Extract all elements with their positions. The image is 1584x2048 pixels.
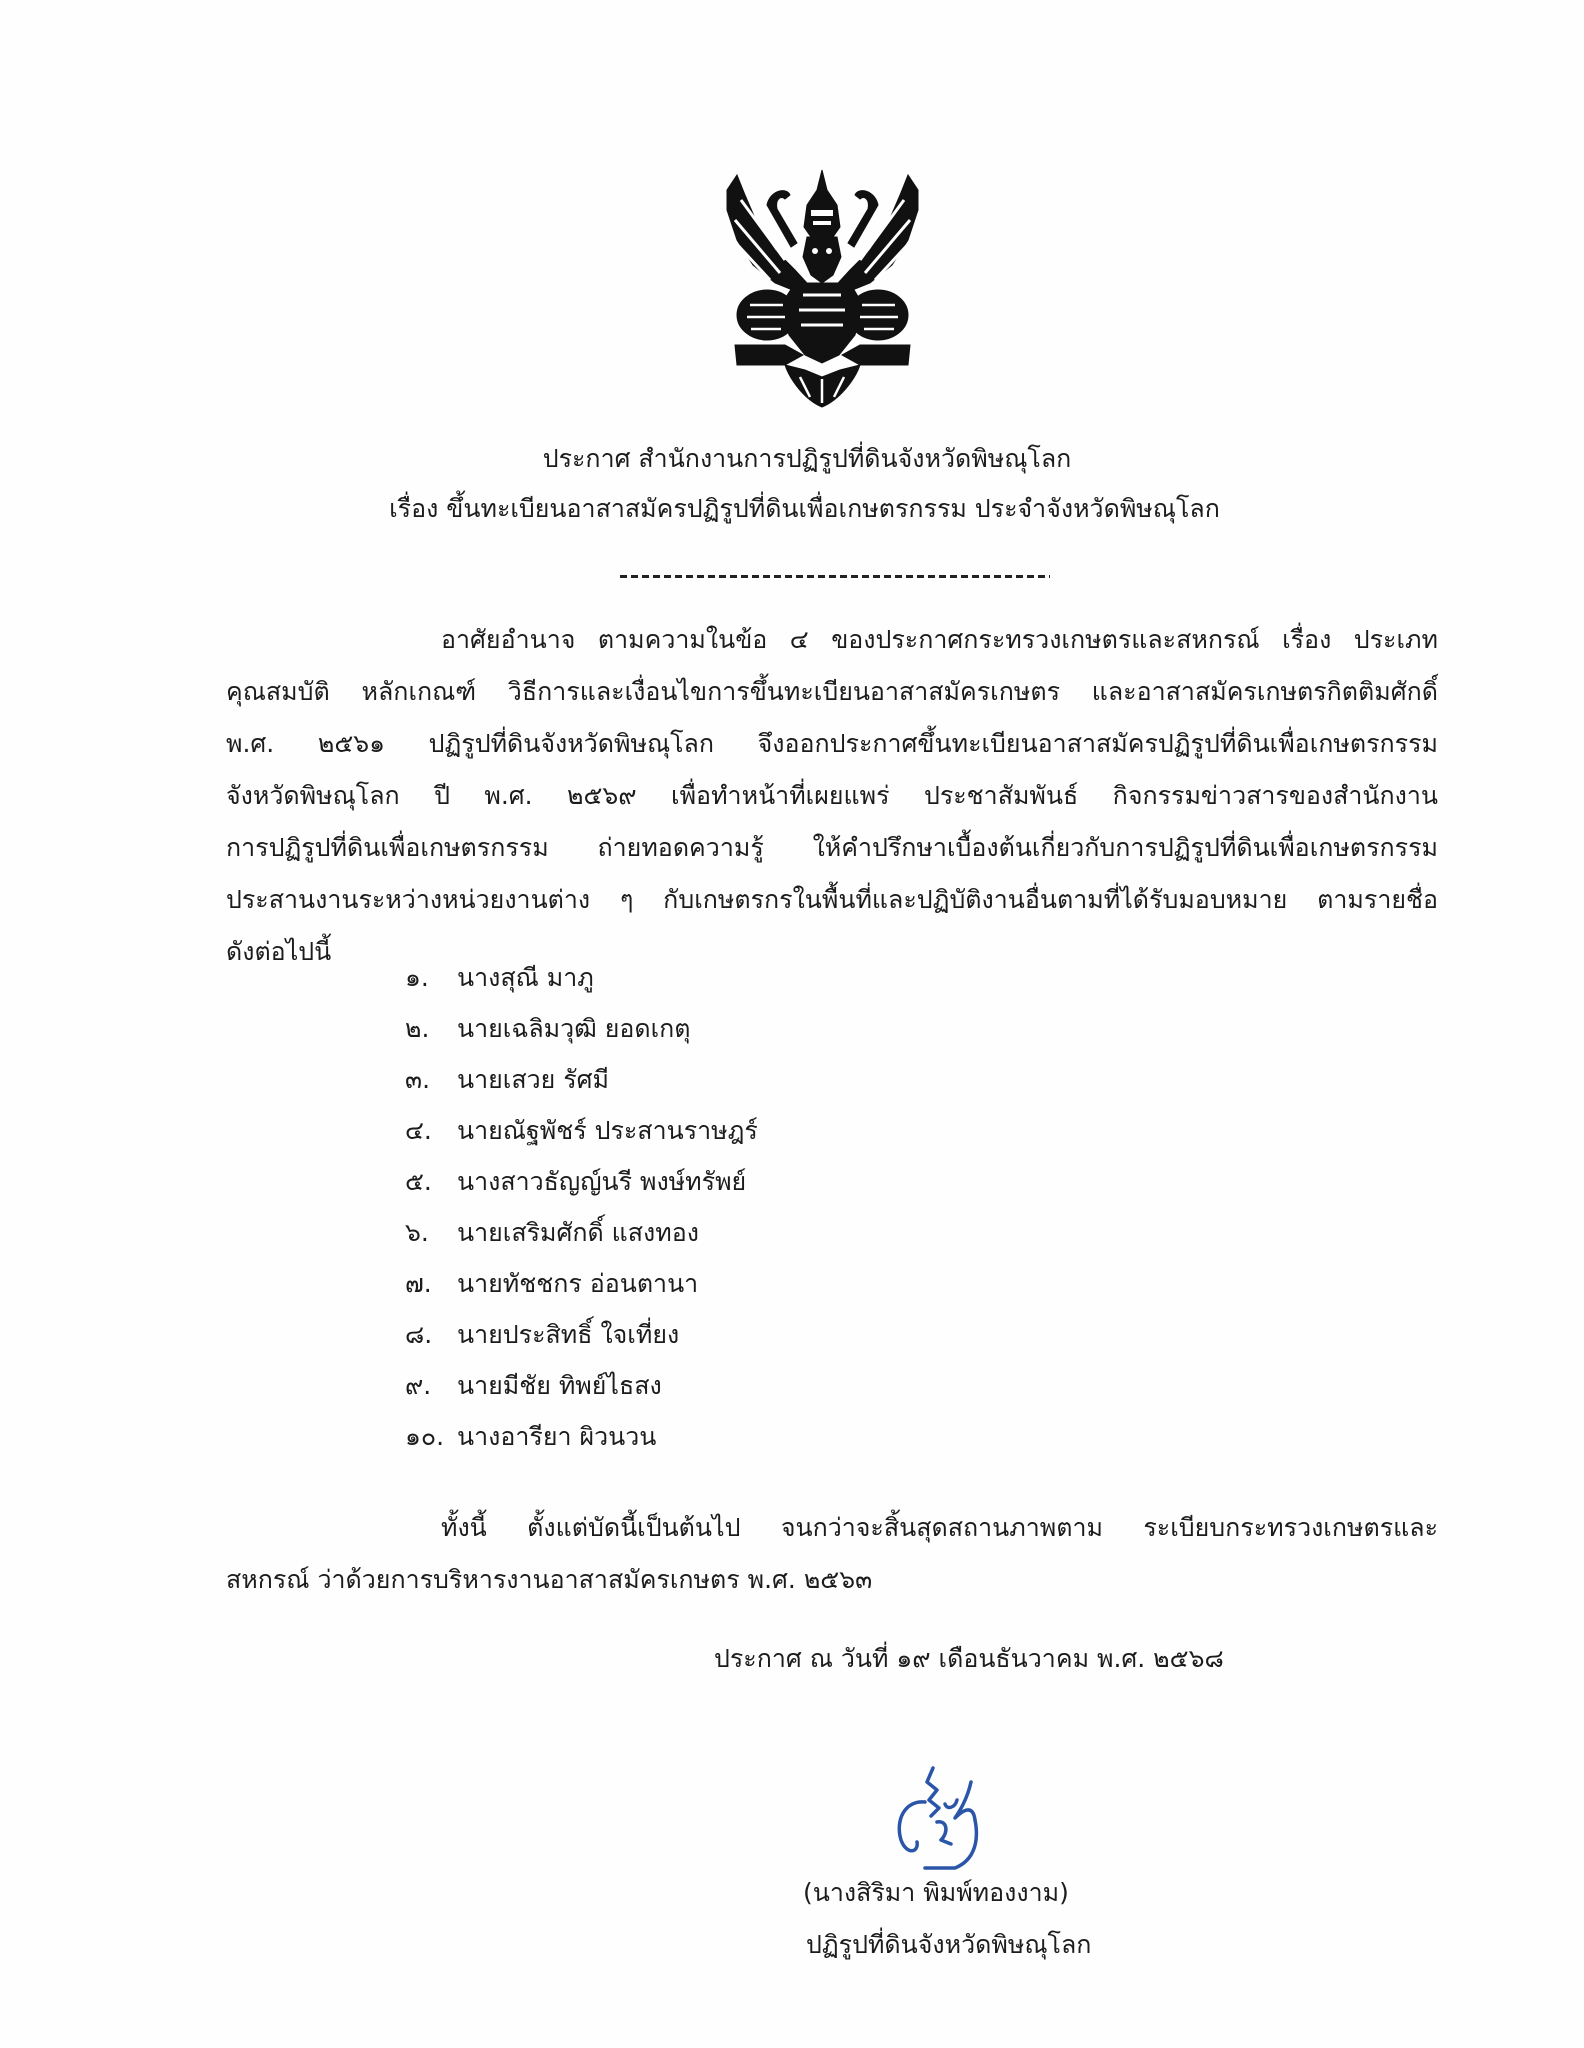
volunteer-name: นายณัฐพัชร์ ประสานราษฎร์ bbox=[457, 1116, 758, 1145]
list-item bbox=[405, 1054, 758, 1105]
list-item bbox=[405, 1156, 758, 1207]
list-number: ๓. bbox=[405, 1065, 431, 1094]
separator-line bbox=[620, 575, 1050, 578]
list-number: ๘. bbox=[405, 1320, 433, 1349]
signature-icon bbox=[885, 1760, 1005, 1880]
announcement-subject: เรื่อง ขึ้นทะเบียนอาสาสมัครปฏิรูปที่ดินเพื่อเกษตรกรรม ประจำจังหวัดพิษณุโลก bbox=[389, 494, 1220, 523]
paragraph-line: ทั้งนี้ ตั้งแต่บัดนี้เป็นต้นไป จนกว่าจะสิ้นสุดสถานภาพตาม ระเบียบกระทรวงเกษตรและ bbox=[441, 1513, 1438, 1542]
paragraph-authority bbox=[226, 614, 1438, 978]
list-item bbox=[405, 1411, 758, 1462]
announcement-date: ประกาศ ณ วันที่ ๑๙ เดือนธันวาคม พ.ศ. ๒๕๖๘ bbox=[714, 1644, 1224, 1673]
paragraph-line: พ.ศ. ๒๕๖๑ ปฏิรูปที่ดินจังหวัดพิษณุโลก จึงออกประกาศขึ้นทะเบียนอาสาสมัครปฏิรูปที่ดินเพื่อเกษตรกรรม bbox=[226, 729, 1438, 758]
volunteer-name: นางอารียา ผิวนวน bbox=[457, 1422, 657, 1451]
list-item bbox=[405, 1309, 758, 1360]
list-number: ๑๐. bbox=[405, 1422, 445, 1451]
paragraph-line: ดังต่อไปนี้ bbox=[226, 937, 332, 966]
list-number: ๖. bbox=[405, 1218, 429, 1247]
volunteer-name: นายประสิทธิ์ ใจเที่ยง bbox=[457, 1320, 680, 1349]
paragraph-line: จังหวัดพิษณุโลก ปี พ.ศ. ๒๕๖๙ เพื่อทำหน้าที่เผยแพร่ ประชาสัมพันธ์ กิจกรรมข่าวสารของสำนักงาน bbox=[226, 781, 1438, 810]
list-item bbox=[405, 1003, 758, 1054]
announcement-title: ประกาศ สำนักงานการปฏิรูปที่ดินจังหวัดพิษณุโลก bbox=[542, 444, 1072, 473]
list-item bbox=[405, 952, 758, 1003]
list-number: ๔. bbox=[405, 1116, 432, 1145]
paragraph-line: ประสานงานระหว่างหน่วยงานต่าง ๆ กับเกษตรกรในพื้นที่และปฏิบัติงานอื่นตามที่ได้รับมอบหมาย ตามรายชื่อ bbox=[226, 885, 1438, 914]
list-number: ๕. bbox=[405, 1167, 432, 1196]
list-item bbox=[405, 1105, 758, 1156]
paragraph-effective bbox=[226, 1502, 1438, 1606]
paragraph-line: สหกรณ์ ว่าด้วยการบริหารงานอาสาสมัครเกษตร พ.ศ. ๒๕๖๓ bbox=[226, 1565, 873, 1594]
volunteer-name: นายทัชชกร อ่อนตานา bbox=[457, 1269, 699, 1298]
volunteer-list bbox=[405, 952, 758, 1462]
list-number: ๗. bbox=[405, 1269, 432, 1298]
list-number: ๒. bbox=[405, 1014, 430, 1043]
volunteer-name: นายมีชัย ทิพย์ไธสง bbox=[457, 1371, 662, 1400]
list-item bbox=[405, 1258, 758, 1309]
signer-name: (นางสิริมา พิมพ์ทองงาม) bbox=[803, 1878, 1069, 1907]
volunteer-name: นายเสริมศักดิ์ แสงทอง bbox=[457, 1218, 699, 1247]
list-number: ๙. bbox=[405, 1371, 432, 1400]
list-item bbox=[405, 1360, 758, 1411]
garuda-emblem-icon bbox=[715, 165, 930, 410]
signer-position: ปฏิรูปที่ดินจังหวัดพิษณุโลก bbox=[806, 1930, 1092, 1959]
paragraph-line: อาศัยอำนาจ ตามความในข้อ ๔ ของประกาศกระทรวงเกษตรและสหกรณ์ เรื่อง ประเภท bbox=[441, 625, 1438, 654]
list-item bbox=[405, 1207, 758, 1258]
paragraph-line: การปฏิรูปที่ดินเพื่อเกษตรกรรม ถ่ายทอดความรู้ ให้คำปรึกษาเบื้องต้นเกี่ยวกับการปฏิรูปที่ดินเพื่อเกษตรกรรม bbox=[226, 833, 1438, 862]
volunteer-name: นายเฉลิมวุฒิ ยอดเกตุ bbox=[457, 1014, 691, 1043]
paragraph-line: คุณสมบัติ หลักเกณฑ์ วิธีการและเงื่อนไขการขึ้นทะเบียนอาสาสมัครเกษตร และอาสาสมัครเกษตรกิตติมศักดิ์ bbox=[226, 677, 1438, 706]
volunteer-name: นายเสวย รัศมี bbox=[457, 1065, 609, 1094]
list-number: ๑. bbox=[405, 963, 429, 992]
volunteer-name: นางสุณี มาภู bbox=[457, 963, 594, 992]
volunteer-name: นางสาวธัญญ์นรี พงษ์ทรัพย์ bbox=[457, 1167, 747, 1196]
